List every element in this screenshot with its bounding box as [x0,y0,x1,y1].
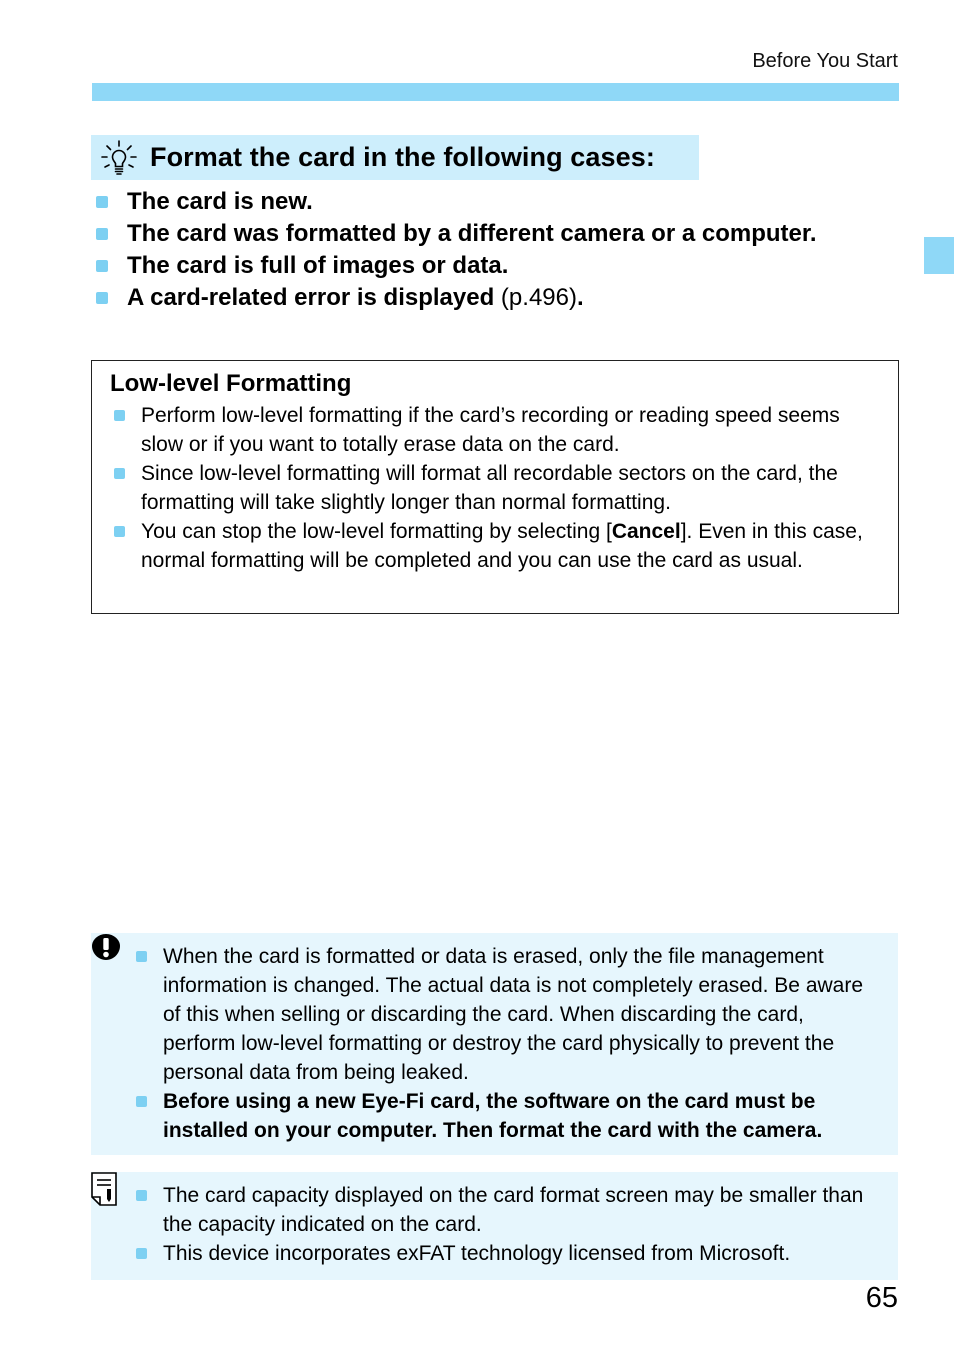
bullet [96,292,108,304]
bullet [114,526,125,537]
bullet [136,1248,147,1259]
tip-heading [91,135,699,180]
low-level-formatting-box [91,360,899,614]
header-bar [92,83,899,101]
page-number: 65 [865,1282,898,1314]
list-item: The card capacity displayed on the card format screen may be smaller than the capacity indicated on the card. [136,1181,881,1239]
page-reference: (p.496) [494,284,577,311]
section-header: Before You Start [752,50,898,72]
tip-title: Format the card in the following cases: [150,142,655,172]
list-item: Perform low-level formatting if the card’s recording or reading speed seems slow or if you want to totally erase data on the card. [114,401,884,459]
note-list [136,1181,881,1268]
bullet [96,228,108,240]
bullet [114,468,125,479]
bullet [114,410,125,421]
format-cases-list [96,186,817,314]
low-level-list [114,401,884,575]
bullet [136,1096,147,1107]
list-item: The card was formatted by a different camera or a computer. [96,218,817,250]
bullet [136,1190,147,1201]
caution-icon [91,933,121,968]
low-level-title: Low-level Formatting [110,370,352,397]
list-item: The card is new. [96,186,817,218]
bullet [96,260,108,272]
list-item: Since low-level formatting will format all recordable sectors on the card, the formatting will take slightly longer than normal formatting. [114,459,884,517]
list-item: Before using a new Eye-Fi card, the software on the card must be installed on your computer. Then format the card with the camera. [136,1087,881,1145]
list-item: A card-related error is displayed (p.496). [96,282,817,314]
caution-list [136,942,881,1145]
bullet [96,196,108,208]
caution-box [91,933,898,1155]
bullet [136,951,147,962]
list-item: When the card is formatted or data is erased, only the file management information is changed. The actual data is not completely erased. Be aware of this when selling or discarding the card. When discarding the card, perform low-level formatting or destroy the card physically to prevent the personal data from being leaked. [136,942,881,1087]
list-item: This device incorporates exFAT technology licensed from Microsoft. [136,1239,881,1268]
cancel-label: Cancel [611,520,681,543]
note-box [91,1172,898,1280]
list-item: You can stop the low-level formatting by selecting [Cancel]. Even in this case, normal formatting will be completed and you can use the card as usual. [114,517,884,575]
lightbulb-icon [99,138,139,178]
list-item: The card is full of images or data. [96,250,817,282]
chapter-tab [924,237,954,274]
note-icon [91,1172,117,1211]
